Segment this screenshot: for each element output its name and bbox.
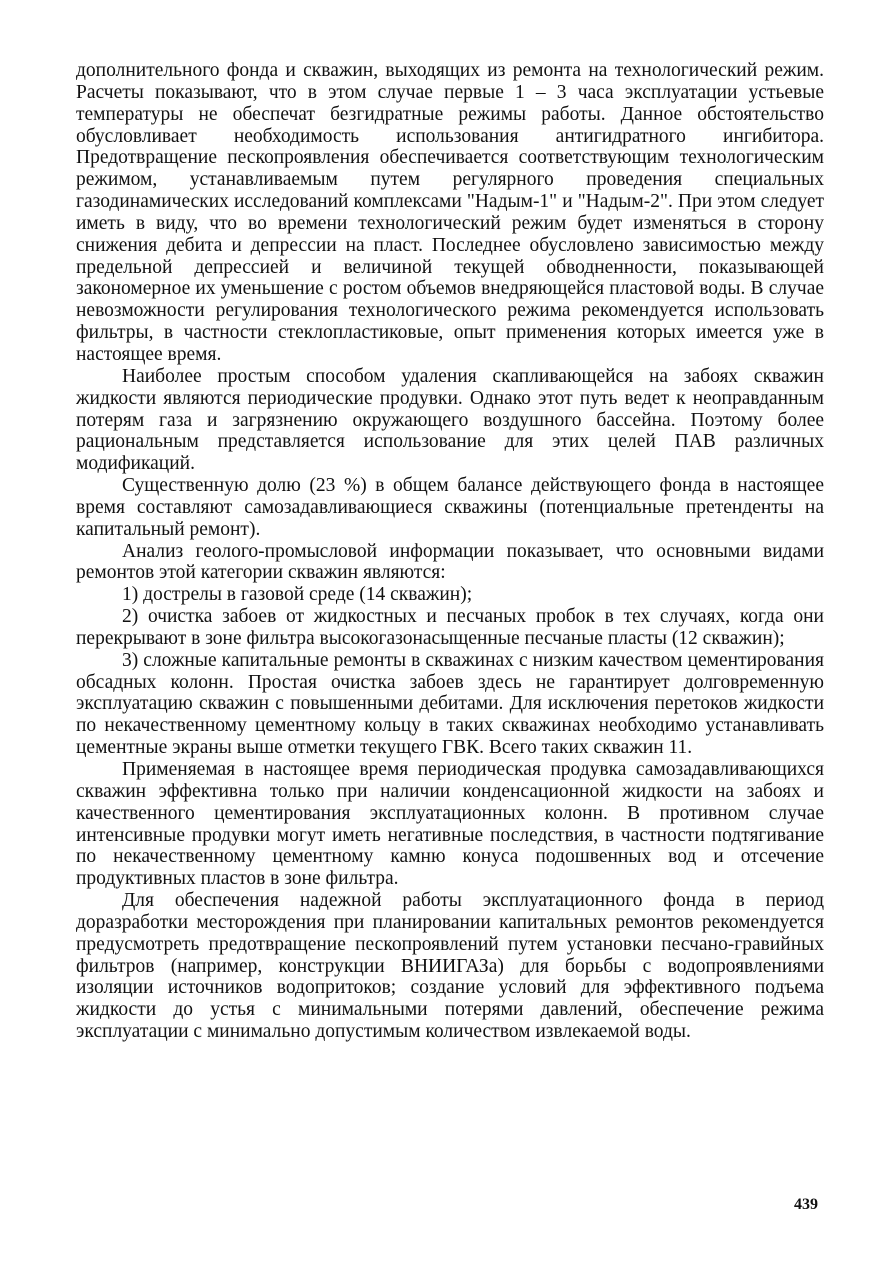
paragraph: дополнительного фонда и скважин, выходящих из ремонта на технологический режим. Расчеты показывают, что в этом случае первые 1 – 3 часа эксплуатации устьевые температуры не обеспечат безгидратные режимы работы. Данное обстоятельство обусловливает необходимость использования антигидратного ингибитора. Предотвращение пескопроявления обеспечивается соответствующим технологическим режимом, устанавливаемым путем регулярного проведения специальных газодинамических исследований комплексами "Надым-1" и "Надым-2". При этом следует иметь в виду, что во времени технологический режим будет изменяться в сторону снижения дебита и депрессии на пласт. Последнее обусловлено зависимостью между предельной депрессией и величиной текущей обводненности, показывающей закономерное их уменьшение с ростом объемов внедряющейся пластовой воды. В случае невозможности регулирования технологического режима рекомендуется использовать фильтры, в частности стеклопластиковые, опыт применения которых имеется уже в настоящее время. [76,60,824,365]
page-number: 439 [794,1196,818,1213]
paragraph: Для обеспечения надежной работы эксплуатационного фонда в период доразработки месторождения при планировании капитальных ремонтов рекомендуется предусмотреть предотвращение пескопроявлений путем установки песчано-гравийных фильтров (например, конструкции ВНИИГАЗа) для борьбы с водопроявлениями изоляции источников водопритоков; создание условий для эффективного подъема жидкости до устья с минимальными потерями давлений, обеспечение режима эксплуатации с минимально допустимым количеством извлекаемой воды. [76,890,824,1043]
paragraph: Анализ геолого-промысловой информации показывает, что основными видами ремонтов этой категории скважин являются: [76,540,824,584]
paragraph: Существенную долю (23 %) в общем балансе действующего фонда в настоящее время составляют самозадавливающиеся скважины (потенциальные претенденты на капитальный ремонт). [76,475,824,540]
list-item: 2) очистка забоев от жидкостных и песчаных пробок в тех случаях, когда они перекрывают в зоне фильтра высокогазонасыщенные песчаные пласты (12 скважин); [76,606,824,649]
paragraph: Наиболее простым способом удаления скапливающейся на забоях скважин жидкости являются периодические продувки. Однако этот путь ведет к неоправданным потерям газа и загрязнению окружающего воздушного бассейна. Поэтому более рациональным представляется использование для этих целей ПАВ различных модификаций. [76,365,824,475]
paragraph: Применяемая в настоящее время периодическая продувка самозадавливающихся скважин эффективна только при наличии конденсационной жидкости на забоях и качественного цементирования эксплуатационных колонн. В противном случае интенсивные продувки могут иметь негативные последствия, в частности подтягивание по некачественному цементному камню конуса подошвенных вод и отсечение продуктивных пластов в зоне фильтра. [76,759,824,890]
list-item: 1) дострелы в газовой среде (14 скважин); [122,584,473,606]
list-item: 3) сложные капитальные ремонты в скважинах с низким качеством цементирования обсадных колонн. Простая очистка забоев здесь не гарантирует долговременную эксплуатацию скважин с повышенными дебитами. Для исключения перетоков жидкости по некачественному цементному кольцу в таких скважинах необходимо устанавливать цементные экраны выше отметки текущего ГВК. Всего таких скважин 11. [76,649,824,759]
page-body [76,60,824,1043]
